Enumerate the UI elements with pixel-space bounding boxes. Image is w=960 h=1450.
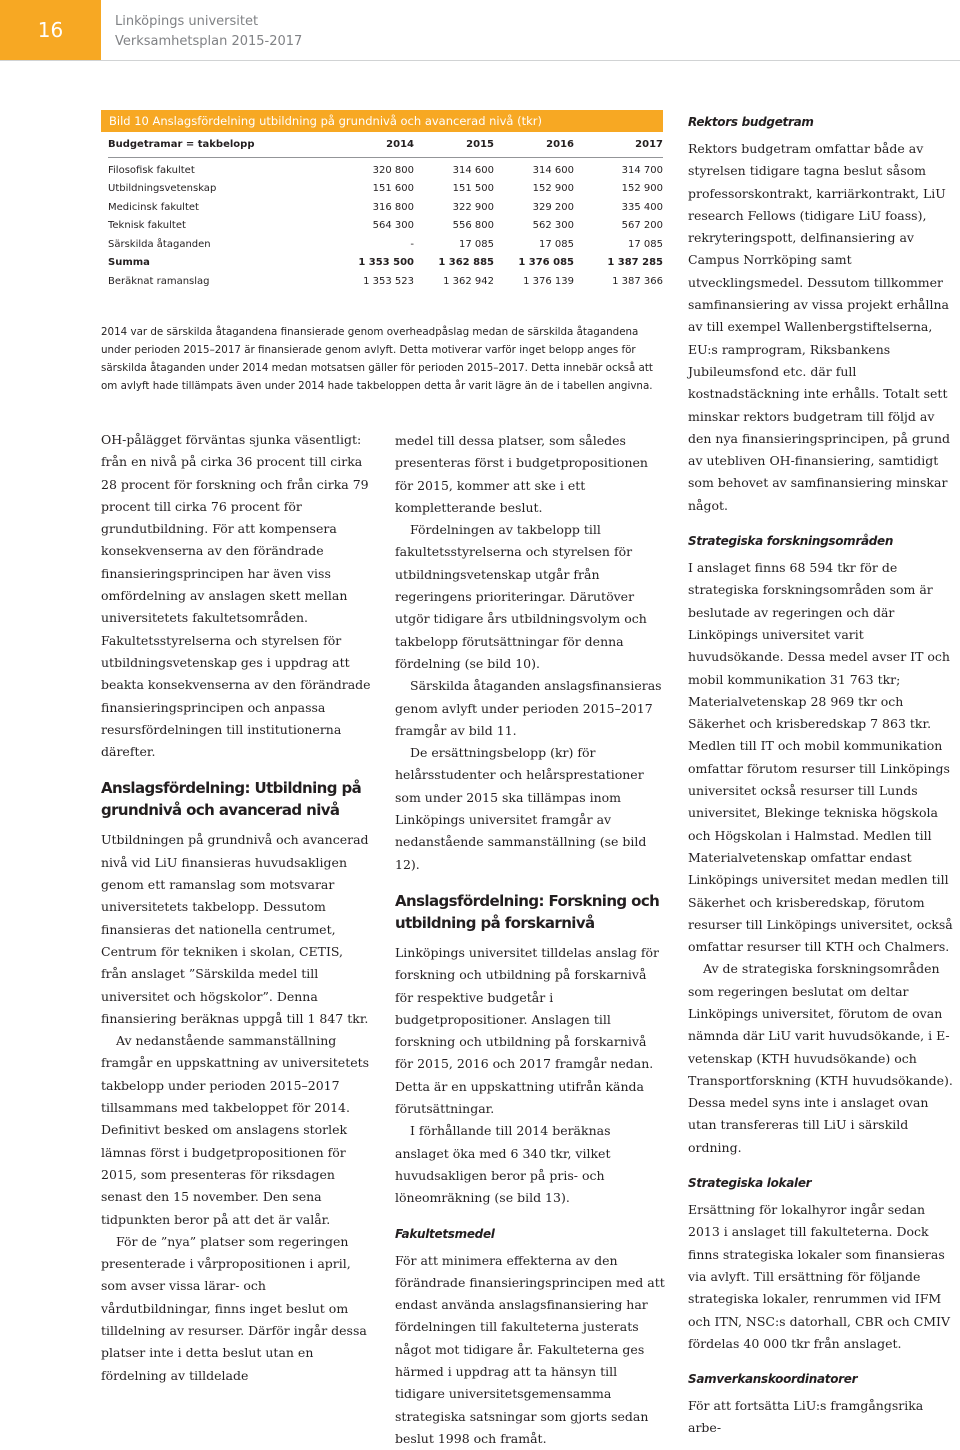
table-cell: 314 600 xyxy=(414,158,494,180)
table-cell: 320 800 xyxy=(330,158,414,180)
subsection-heading: Fakultetsmedel xyxy=(395,1224,665,1244)
row-label: Särskilda åtaganden xyxy=(108,235,330,254)
row-label: Filosofisk fakultet xyxy=(108,158,330,180)
column-header: 2017 xyxy=(574,132,663,158)
section-heading: Anslagsfördelning: Utbildning på grundnivå och avancerad nivå xyxy=(101,777,371,821)
subsection-heading: Rektors budgetram xyxy=(688,112,960,132)
table-cell: 1 376 085 xyxy=(494,254,574,273)
table-cell: 567 200 xyxy=(574,217,663,236)
running-header xyxy=(115,12,302,52)
row-label: Beräknat ramanslag xyxy=(108,272,330,291)
row-label: Medicinsk fakultet xyxy=(108,198,330,217)
table-cell: 1 353 500 xyxy=(330,254,414,273)
table-cell: 152 900 xyxy=(574,180,663,199)
section-heading: Anslagsfördelning: Forskning och utbildning på forskarnivå xyxy=(395,890,665,934)
paragraph: Ersättning för lokalhyror ingår sedan 2013 i anslaget till fakulteterna. Dock finns strategiska lokaler som finansieras via avlyft. Till ersättning för följande strategiska lokaler, renrummen vid IFM och ITN, NSC:s datorhall, CBR och CMIV fördelas 40 000 tkr från anslaget. xyxy=(688,1199,960,1355)
page-number: 16 xyxy=(0,0,101,60)
table-cell: 1 387 285 xyxy=(574,254,663,273)
budget-figure xyxy=(101,110,663,291)
table-cell: 152 900 xyxy=(494,180,574,199)
paragraph: Utbildningen på grundnivå och avancerad nivå vid LiU finansieras huvudsakligen genom ett ramanslag som motsvarar universitetets takbelopp. Dessutom finansieras det nationella centrumet, Centrum för tekniken i skolan, CETIS, från anslaget ”Särskilda medel till universitet och högskolor”. Denna finansiering beräknas uppgå till 1 847 tkr. xyxy=(101,829,371,1030)
paragraph: Av nedanstående sammanställning framgår en uppskattning av universitetets takbelopp under perioden 2015–2017 tillsammans med takbeloppet för 2014. Definitivt besked om anslagens storlek lämnas först i budgetpropositionen för 2015, som presenteras för riksdagen senast den 15 november. Den sena tidpunkten beror på att det är valår. xyxy=(101,1030,371,1231)
table-cell: 1 376 139 xyxy=(494,272,574,291)
table-cell: 1 387 366 xyxy=(574,272,663,291)
paragraph: Särskilda åtaganden anslagsfinansieras genom avlyft under perioden 2015–2017 framgår av bild 11. xyxy=(395,675,665,742)
paragraph: De ersättningsbelopp (kr) för helårsstudenter och helårsprestationer som under 2015 ska tillämpas inom Linköpings universitet framgår av nedanstående sammanställning (se bild 12). xyxy=(395,742,665,876)
table-cell: 322 900 xyxy=(414,198,494,217)
table-cell: 564 300 xyxy=(330,217,414,236)
table-cell: 17 085 xyxy=(494,235,574,254)
table-header-row xyxy=(108,132,663,158)
table-cell: 556 800 xyxy=(414,217,494,236)
table-cell: 314 600 xyxy=(494,158,574,180)
table-cell: 17 085 xyxy=(574,235,663,254)
paragraph: I anslaget finns 68 594 tkr för de strategiska forskningsområden som är beslutade av regeringen och där Linköpings universitet varit huvudsökande. Dessa medel avser IT och mobil kommunikation 31 763 tkr; Materialvetenskap 28 969 tkr och Säkerhet och krisberedskap 7 863 tkr. Medlen till IT och mobil kommunikation omfattar förutom resurser till Linköpings universitet också resurser till Lunds universitet, Blekinge tekniska högskola och Högskolan i Halmstad. Medlen till Materialvetenskap omfattar endast Linköpings universitet medan medlen till Säkerhet och krisberedskap, förutom resurser till Linköpings universitet, också omfattar resurser till KTH och Chalmers. xyxy=(688,557,960,958)
paragraph: medel till dessa platser, som således presenteras först i budgetpropositionen för 2015, kommer att ske i ett kompletterande beslut. xyxy=(395,430,665,519)
table-row xyxy=(108,272,663,291)
table-cell: 1 362 942 xyxy=(414,272,494,291)
subsection-heading: Strategiska lokaler xyxy=(688,1173,960,1193)
table-cell: 1 353 523 xyxy=(330,272,414,291)
table-row-total xyxy=(108,254,663,273)
figure-note: 2014 var de särskilda åtagandena finansierade genom overheadpåslag medan de särskilda åtagandena under perioden 2015–2017 är finansierade genom avlyft. Detta motiverar varför inget belopp anges för särskilda åtaganden under 2014 medan motsatsen gäller för perioden 2015–2017. Detta innebär också att om avlyft hade tillämpats även under 2014 hade takbeloppen detta år varit lägre än de i tabellen angivna. xyxy=(101,323,667,395)
paragraph: För att fortsätta LiU:s framgångsrika arbe- xyxy=(688,1395,960,1440)
figure-title: Bild 10 Anslagsfördelning utbildning på grundnivå och avancerad nivå (tkr) xyxy=(101,110,663,132)
table-row xyxy=(108,180,663,199)
paragraph: För att minimera effekterna av den förändrade finansieringsprincipen med att endast använda anslagsfinansiering har fördelningen till fakulteterna justerats något mot tidigare år. Fakulteterna ges härmed i uppdrag att ta hänsyn till tidigare universitetsgemensamma strategiska satsningar som gjorts sedan beslut 1998 och framåt. xyxy=(395,1250,665,1450)
row-label: Utbildningsvetenskap xyxy=(108,180,330,199)
header-university: Linköpings universitet xyxy=(115,12,302,32)
paragraph: Rektors budgetram omfattar både av styrelsen tidigare tagna beslut såsom professorskontrakt, karriärkontrakt, LiU research Fellows (tidigare LiU foass), rekryteringspott, delfinansiering av Campus Norrköping samt utvecklingsmedel. Dessutom tillkommer samfinansiering av vissa projekt erhållna av till exempel Wallenbergstiftelserna, EU:s ramprogram, Riksbankens Jubileumsfond etc. där full kostnadstäckning inte erhålls. Totalt sett minskar rektors budgetram till följd av den nya finansieringsprincipen, på grund av utebliven OH-finansiering, samtidigt som behovet av samfinansiering minskar något. xyxy=(688,138,960,517)
table-row xyxy=(108,217,663,236)
header-document-title: Verksamhetsplan 2015-2017 xyxy=(115,32,302,52)
budget-table xyxy=(108,132,663,291)
text-column-left xyxy=(101,429,371,1387)
paragraph: Av de strategiska forskningsområden som regeringen beslutat om deltar Linköpings universitet, förutom de ovan nämnda där LiU varit huvudsökande, i E-vetenskap (KTH huvudsökande) och Transportforskning (KTH huvudsökande). Dessa medel syns inte i anslaget ovan utan transfereras till LiU i särskild ordning. xyxy=(688,958,960,1159)
paragraph: Linköpings universitet tilldelas anslag för forskning och utbildning på forskarnivå för respektive budgetår i budgetpropositioner. Anslagen till forskning och utbildning på forskarnivå för 2015, 2016 och 2017 framgår nedan. Detta är en uppskattning utifrån kända förutsättningar. xyxy=(395,942,665,1120)
paragraph: OH-pålägget förväntas sjunka väsentligt: från en nivå på cirka 36 procent till cirka 28 procent för forskning och från cirka 79 procent till cirka 76 procent för grundutbildning. För att kompensera konsekvenserna av den förändrade finansieringsprincipen har även viss omfördelning av anslagen skett mellan universitetets fakultetsområden. Fakultetsstyrelserna och styrelsen för utbildningsvetenskap ges i uppdrag att beakta konsekvenserna av den förändrade finansieringsprincipen och anpassa resursfördelningen till institutionerna därefter. xyxy=(101,429,371,763)
table-cell: 314 700 xyxy=(574,158,663,180)
table-cell: 151 600 xyxy=(330,180,414,199)
table-row xyxy=(108,158,663,180)
table-cell: 151 500 xyxy=(414,180,494,199)
row-label: Teknisk fakultet xyxy=(108,217,330,236)
paragraph: I förhållande till 2014 beräknas anslaget öka med 6 340 tkr, vilket huvudsakligen beror på pris- och löneomräkning (se bild 13). xyxy=(395,1120,665,1209)
table-row xyxy=(108,198,663,217)
column-header: 2015 xyxy=(414,132,494,158)
text-column-middle xyxy=(395,430,665,1450)
table-cell: - xyxy=(330,235,414,254)
column-header: Budgetramar = takbelopp xyxy=(108,132,330,158)
table-cell: 316 800 xyxy=(330,198,414,217)
paragraph: Fördelningen av takbelopp till fakultetsstyrelserna och styrelsen för utbildningsvetenskap utgår från regeringens prioriteringar. Därutöver utgör tidigare års utbildningsvolym och takbelopp förutsättningar för denna fördelning (se bild 10). xyxy=(395,519,665,675)
text-column-right xyxy=(688,112,960,1440)
row-label: Summa xyxy=(108,254,330,273)
table-cell: 562 300 xyxy=(494,217,574,236)
column-header: 2016 xyxy=(494,132,574,158)
table-cell: 335 400 xyxy=(574,198,663,217)
paragraph: För de ”nya” platser som regeringen presenterade i vårpropositionen i april, som avser vissa lärar- och vårdutbildningar, finns inget beslut om tilldelning av resurser. Därför ingår dessa platser inte i detta beslut utan en fördelning av tilldelade xyxy=(101,1231,371,1387)
table-cell: 329 200 xyxy=(494,198,574,217)
subsection-heading: Samverkanskoordinatorer xyxy=(688,1369,960,1389)
subsection-heading: Strategiska forskningsområden xyxy=(688,531,960,551)
column-header: 2014 xyxy=(330,132,414,158)
header-divider xyxy=(0,60,960,61)
table-cell: 17 085 xyxy=(414,235,494,254)
table-cell: 1 362 885 xyxy=(414,254,494,273)
table-row xyxy=(108,235,663,254)
